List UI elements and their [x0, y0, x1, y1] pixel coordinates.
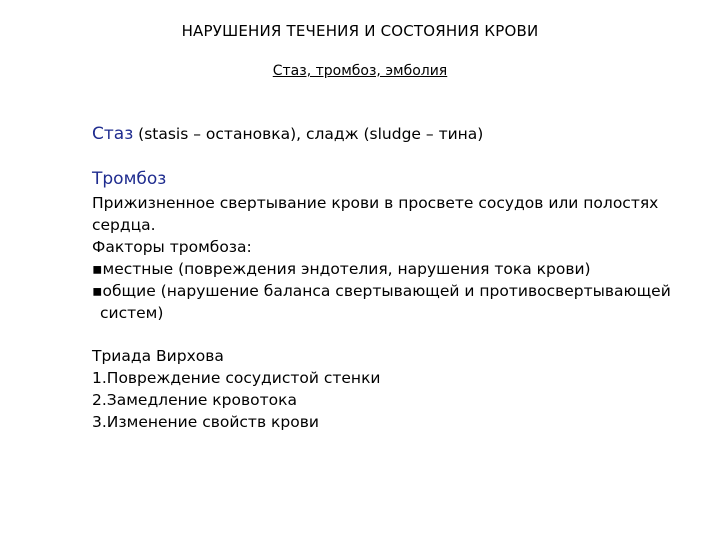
thrombosis-definition-line2: сердца.: [92, 216, 156, 234]
staz-line: [92, 124, 483, 144]
factor-local: ▪местные (повреждения эндотелия, нарушения тока крови): [92, 260, 591, 278]
thrombosis-factors-label: Факторы тромбоза:: [92, 238, 252, 256]
triad-item: 1.Повреждение сосудистой стенки: [92, 369, 381, 387]
staz-term: Стаз: [92, 124, 134, 144]
thrombosis-definition-line1: Прижизненное свертывание крови в просвете сосудов или полостях: [92, 194, 659, 212]
slide-title: НАРУШЕНИЯ ТЕЧЕНИЯ И СОСТОЯНИЯ КРОВИ: [181, 22, 539, 40]
slide-subtitle: Стаз, тромбоз, эмболия: [272, 63, 448, 79]
triad-title: Триада Вирхова: [92, 347, 224, 365]
triad-item: 3.Изменение свойств крови: [92, 413, 319, 431]
triad-item: 2.Замедление кровотока: [92, 391, 297, 409]
thrombosis-heading: Тромбоз: [92, 169, 167, 189]
factor-general-line1: ▪общие (нарушение баланса свертывающей и противосвертывающей: [92, 282, 671, 300]
staz-description: (stasis – остановка), сладж (sludge – тина): [133, 125, 484, 143]
factor-general-line2: систем): [100, 304, 164, 322]
